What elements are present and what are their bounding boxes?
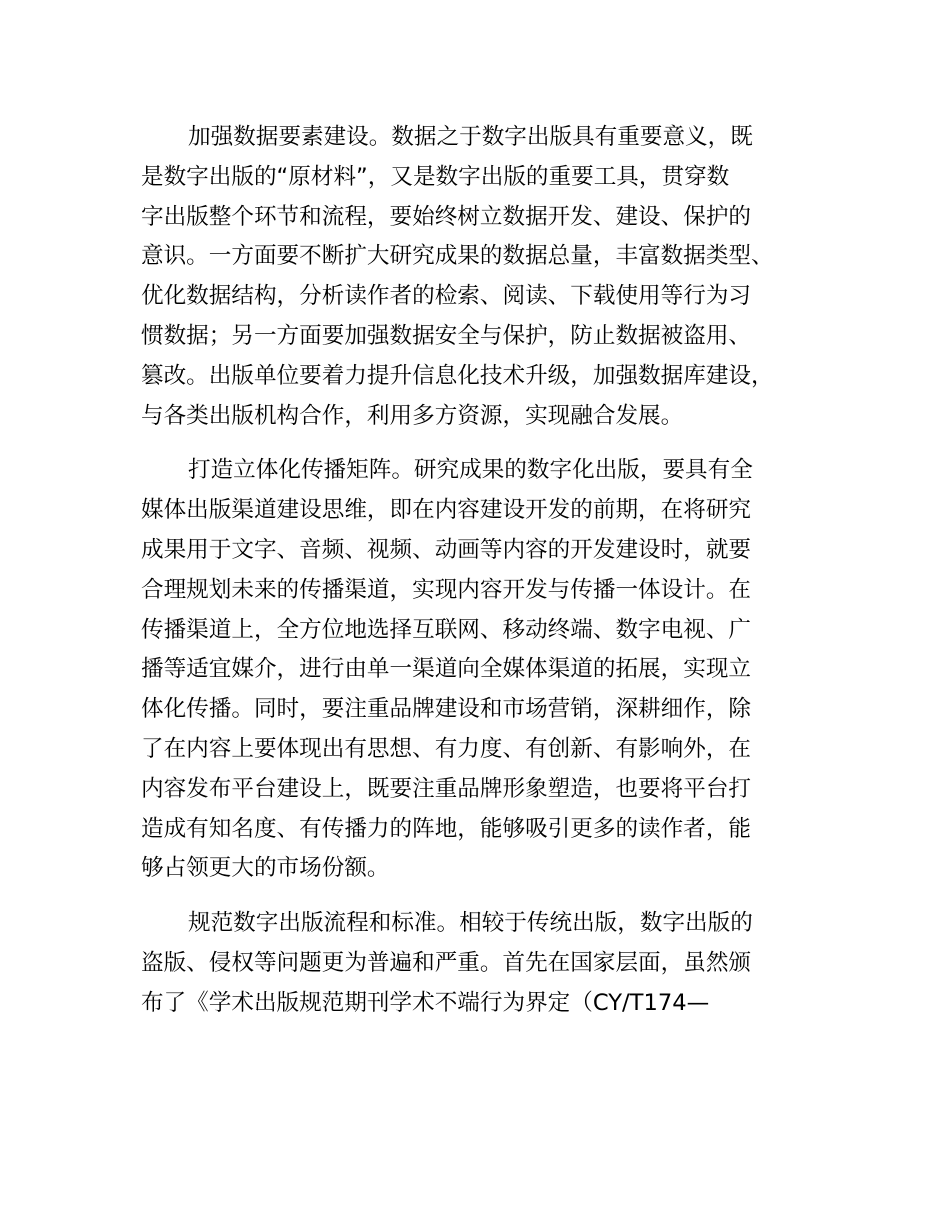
text-line: 造成有知名度、有传播力的阵地，能够吸引更多的读作者，能 (141, 815, 752, 842)
text-line: 篡改。出版单位要着力提升信息化技术升级，加强数据库建设， (141, 362, 774, 389)
text-line: 意识。一方面要不断扩大研究成果的数据总量，丰富数据类型、 (141, 243, 774, 270)
text-line: 是数字出版的“原材料”，又是数字出版的重要工具，贯穿数 (141, 163, 730, 190)
text-line: 优化数据结构，分析读作者的检索、阅读、下载使用等行为习 (141, 283, 752, 310)
text-line: 体化传播。同时，要注重品牌建设和市场营销，深耕细作，除 (141, 696, 752, 723)
text-line: 成果用于文字、音频、视频、动画等内容的开发建设时，就要 (141, 536, 752, 563)
text-line: 规范数字出版流程和标准。相较于传统出版，数字出版的 (188, 910, 753, 937)
text-line: 合理规划未来的传播渠道，实现内容开发与传播一体设计。在 (141, 576, 752, 603)
paragraph-standards (141, 904, 841, 1023)
document-body (141, 118, 841, 1039)
text-line: 惯数据；另一方面要加强数据安全与保护，防止数据被盗用、 (141, 322, 752, 349)
text-line: 打造立体化传播矩阵。研究成果的数字化出版，要具有全 (188, 457, 753, 484)
text-line: 布了《学术出版规范期刊学术不端行为界定（CY/T174— (141, 989, 710, 1016)
text-line: 与各类出版机构合作，利用多方资源，实现融合发展。 (141, 402, 684, 429)
text-line: 加强数据要素建设。数据之于数字出版具有重要意义，既 (188, 124, 753, 150)
text-line: 盗版、侵权等问题更为普遍和严重。首先在国家层面，虽然颁 (141, 949, 752, 976)
text-line: 媒体出版渠道建设思维，即在内容建设开发的前期，在将研究 (141, 497, 752, 524)
text-line: 够占领更大的市场份额。 (141, 855, 390, 882)
text-line: 了在内容上要体现出有思想、有力度、有创新、有影响外，在 (141, 735, 752, 762)
paragraph-communication-matrix (141, 451, 841, 889)
paragraph-data-elements (141, 118, 841, 436)
text-line: 内容发布平台建设上，既要注重品牌形象塑造，也要将平台打 (141, 775, 752, 802)
text-line: 字出版整个环节和流程，要始终树立数据开发、建设、保护的 (141, 203, 752, 230)
text-line: 传播渠道上，全方位地选择互联网、移动终端、数字电视、广 (141, 616, 752, 643)
text-line: 播等适宜媒介，进行由单一渠道向全媒体渠道的拓展，实现立 (141, 656, 752, 683)
